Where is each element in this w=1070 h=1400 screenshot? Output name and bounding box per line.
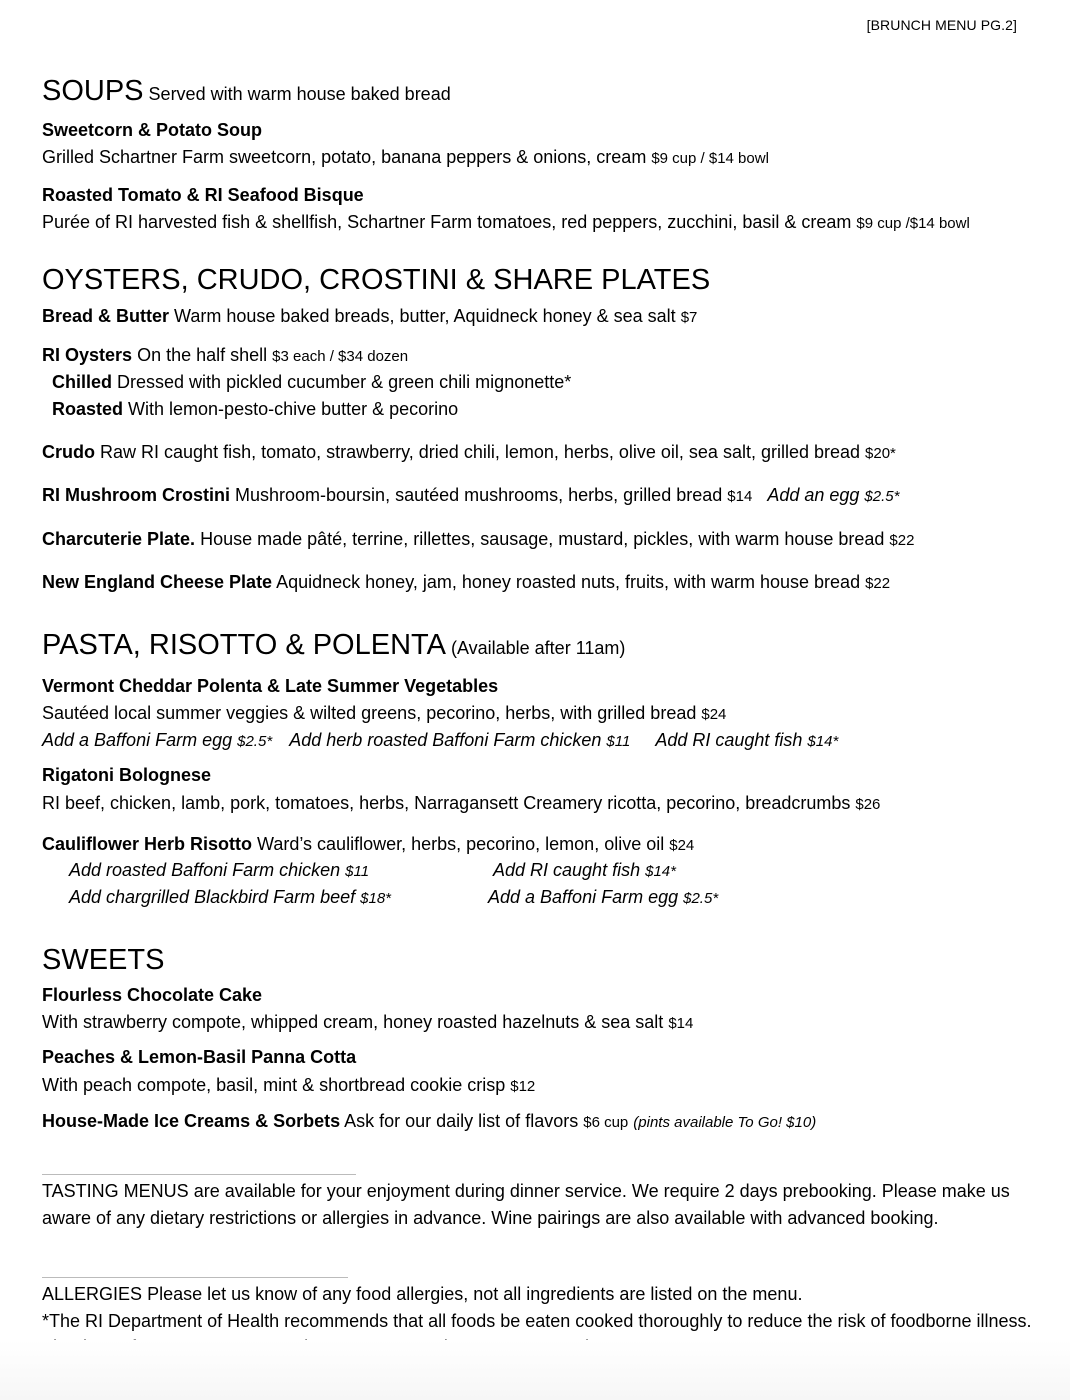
addon-price: $14*: [807, 733, 839, 750]
item-desc: With lemon-pesto-chive butter & pecorino: [128, 399, 459, 419]
item-name: Roasted: [52, 399, 124, 419]
tasting-label: TASTING MENUS: [42, 1181, 189, 1201]
item-note: (pints available To Go! $10): [633, 1114, 817, 1131]
menu-item: [42, 345, 408, 367]
section-heading-soups: [42, 77, 451, 106]
health-notice: *The RI Department of Health recommends that all foods be eaten cooked thoroughly to reduce the risk of foodborne illness.: [42, 1310, 1032, 1331]
menu-item-name: Roasted Tomato & RI Seafood Bisque: [42, 185, 364, 205]
divider: [42, 1174, 356, 1175]
allergies-label: ALLERGIES: [42, 1284, 143, 1304]
item-desc: Warm house baked breads, butter, Aquidneck honey & sea salt: [174, 306, 676, 326]
menu-item: [42, 1111, 816, 1133]
menu-item-description: [42, 703, 726, 725]
item-price: $20*: [865, 445, 896, 462]
page-bottom-shade: [0, 1340, 1070, 1400]
menu-subitem: [52, 399, 458, 421]
item-price: $12: [510, 1078, 536, 1095]
addon-label: Add a Baffoni Farm egg: [42, 730, 233, 750]
menu-item: [42, 485, 899, 507]
item-name: Chilled: [52, 372, 113, 392]
section-title: SOUPS: [42, 75, 144, 107]
item-price: $9 cup / $14 bowl: [651, 150, 769, 167]
addon-label: Add RI caught fish: [493, 860, 641, 880]
addon-price: $18*: [360, 890, 392, 907]
item-price: $7: [680, 309, 698, 326]
item-desc: Raw RI caught fish, tomato, strawberry, dried chili, lemon, herbs, olive oil, sea salt, grilled bread: [100, 442, 861, 462]
addon-line: [42, 730, 838, 752]
item-name: Charcuterie Plate.: [42, 529, 196, 549]
item-desc: Purée of RI harvested fish & shellfish, Schartner Farm tomatoes, red peppers, zucchini, basil & cream: [42, 212, 852, 232]
item-price: $14: [668, 1015, 694, 1032]
item-desc: Mushroom-boursin, sautéed mushrooms, herbs, grilled bread: [235, 485, 723, 505]
menu-item-name: Vermont Cheddar Polenta & Late Summer Vegetables: [42, 676, 499, 696]
addon-label: Add herb roasted Baffoni Farm chicken: [289, 730, 602, 750]
section-subtitle: Served with warm house baked bread: [148, 84, 451, 104]
section-subtitle: (Available after 11am): [450, 638, 626, 658]
item-name: Bread & Butter: [42, 306, 170, 326]
menu-item-name: Rigatoni Bolognese: [42, 765, 212, 785]
item-name: House-Made Ice Creams & Sorbets: [42, 1111, 341, 1131]
addon-label: Add chargrilled Blackbird Farm beef: [69, 887, 356, 907]
item-desc: Ask for our daily list of flavors: [344, 1111, 579, 1131]
menu-item-name: Flourless Chocolate Cake: [42, 985, 263, 1005]
menu-item: [42, 306, 697, 328]
page-label: [BRUNCH MENU PG.2]: [866, 17, 1017, 33]
addon-label: Add an egg: [767, 485, 860, 505]
item-desc: Ward’s cauliflower, herbs, pecorino, lemon, olive oil: [257, 834, 665, 854]
addon-price: $2.5*: [683, 890, 719, 907]
item-name: Crudo: [42, 442, 95, 462]
addon-line: [493, 860, 676, 882]
item-price: $9 cup /$14 bowl: [856, 215, 970, 232]
addon-price: $11: [606, 733, 631, 750]
item-price: $6 cup: [583, 1114, 629, 1131]
item-price: $3 each / $34 dozen: [272, 348, 409, 365]
addon-label: Add RI caught fish: [655, 730, 803, 750]
item-name: New England Cheese Plate: [42, 572, 273, 592]
section-title-oysters: OYSTERS, CRUDO, CROSTINI & SHARE PLATES: [42, 264, 711, 296]
menu-item: [42, 834, 694, 856]
addon-label: Add roasted Baffoni Farm chicken: [69, 860, 341, 880]
item-desc: Grilled Schartner Farm sweetcorn, potato, banana peppers & onions, cream: [42, 147, 647, 167]
menu-item-description: [42, 212, 970, 234]
item-name: RI Oysters: [42, 345, 133, 365]
item-price: $24: [701, 706, 727, 723]
item-desc: With strawberry compote, whipped cream, honey roasted hazelnuts & sea salt: [42, 1012, 664, 1032]
addon-price: $14*: [645, 863, 676, 880]
menu-item-name: Peaches & Lemon-Basil Panna Cotta: [42, 1047, 357, 1067]
item-price: $14: [727, 488, 753, 505]
menu-subitem: [52, 372, 571, 394]
menu-item: [42, 529, 914, 551]
item-price: $26: [855, 796, 881, 813]
section-title: PASTA, RISOTTO & POLENTA: [42, 629, 446, 661]
menu-item: [42, 572, 890, 594]
addon-price: $11: [345, 863, 370, 880]
section-title-sweets: SWEETS: [42, 944, 165, 976]
allergies-text: Please let us know of any food allergies, not all ingredients are listed on the menu.: [147, 1284, 803, 1304]
divider: [42, 1277, 348, 1278]
addon-line: [69, 887, 391, 909]
menu-item-description: [42, 147, 769, 169]
tasting-menus-paragraph: [42, 1178, 1042, 1231]
addon-price: $2.5*: [237, 733, 273, 750]
item-price: $22: [889, 532, 915, 549]
menu-item: [42, 442, 896, 464]
addon-line: [69, 860, 369, 882]
item-price: $22: [865, 575, 891, 592]
section-heading-pasta: [42, 628, 625, 663]
item-desc: House made pâté, terrine, rillettes, sausage, mustard, pickles, with warm house bread: [200, 529, 885, 549]
item-name: Cauliflower Herb Risotto: [42, 834, 253, 854]
item-name: RI Mushroom Crostini: [42, 485, 230, 505]
item-desc: Dressed with pickled cucumber & green chili mignonette*: [117, 372, 572, 392]
item-desc: Aquidneck honey, jam, honey roasted nuts, fruits, with warm house bread: [276, 572, 861, 592]
menu-item-description: [42, 1075, 535, 1097]
addon-line: [488, 887, 718, 909]
item-price: $24: [669, 837, 695, 854]
tasting-text: are available for your enjoyment during dinner service. We require 2 days prebooking. Please make us aware of any dietary restrictions or allergies in advance. Wine pairings are also available with advanced booking.: [42, 1181, 1010, 1228]
item-desc: With peach compote, basil, mint & shortbread cookie crisp: [42, 1075, 506, 1095]
item-desc: RI beef, chicken, lamb, pork, tomatoes, herbs, Narragansett Creamery ricotta, pecorino, breadcrumbs: [42, 793, 851, 813]
menu-item-description: [42, 793, 880, 815]
addon-label: Add a Baffoni Farm egg: [488, 887, 679, 907]
addon-price: $2.5*: [864, 488, 900, 505]
item-desc: Sautéed local summer veggies & wilted greens, pecorino, herbs, with grilled bread: [42, 703, 697, 723]
item-desc: On the half shell: [137, 345, 268, 365]
menu-item-description: [42, 1012, 693, 1034]
menu-item-name: Sweetcorn & Potato Soup: [42, 120, 263, 140]
